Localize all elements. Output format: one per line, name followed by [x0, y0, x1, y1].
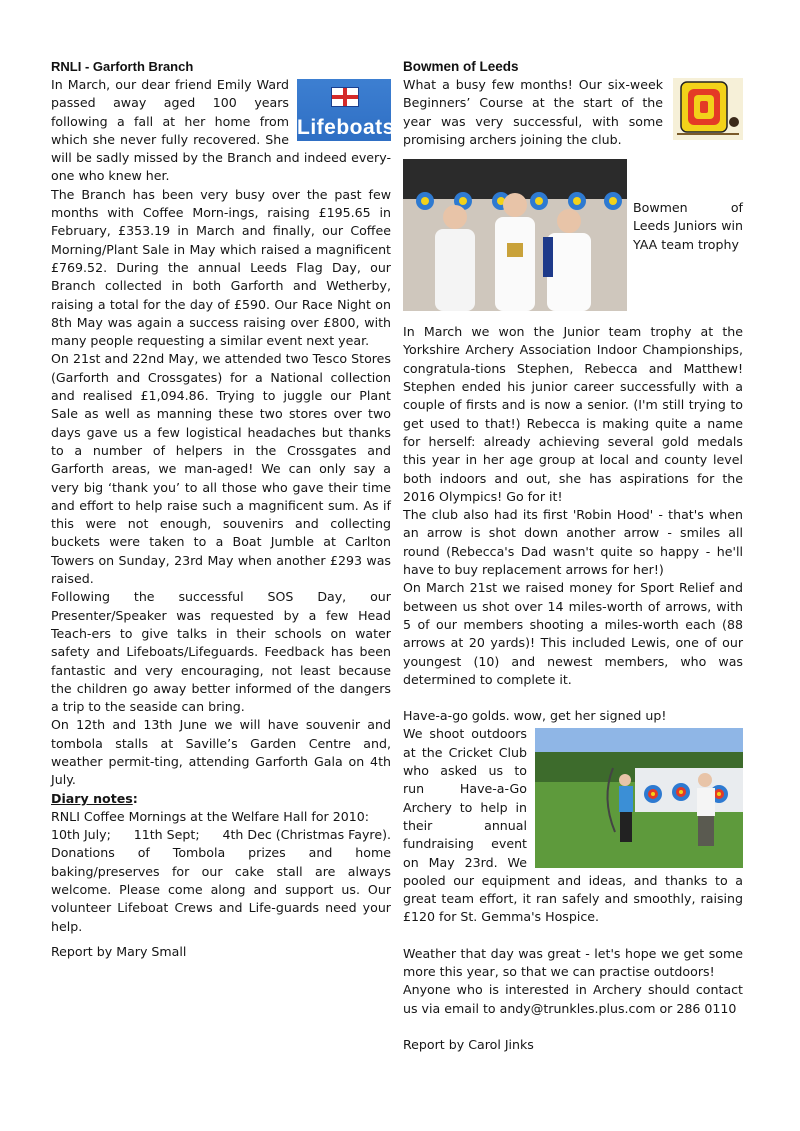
- archery-target-icon: [673, 78, 743, 140]
- bowmen-paragraph-6: We shoot outdoors at the Cricket Club who asked us to run Have-a-Go Archery to help in their annual fundraising event on May 23rd. We pooled our equipment and ideas, and thanks to a great team effort, it ran safely and smoothly, raising £120 for St. Gemma's Hospice.: [403, 726, 743, 925]
- trophy-photo-caption: Bowmen of Leeds Juniors win YAA team trophy: [633, 200, 743, 252]
- rnli-paragraph-2: The Branch has been very busy over the past few months with Coffee Morn-ings, raising £195.65 in February, £353.19 in March and finally, our Coffee Morning/Plant Sale in May which raised a magnificent £769.52. During the annual Leeds Flag Day, our Branch collected in both Garforth and Wetherby, raising a total for the day of £590. Our Race Night on 8th May was again a success raising over £800, with many people requesting a similar event next year.: [51, 186, 391, 349]
- diary-rest: Donations of Tombola prizes and home baking/preserves for our cake stall are always welcome. Please come along and support us. Our volunteer Lifeboat Crews and Life-guards need your help.: [51, 845, 391, 934]
- rnli-paragraph-1: In March, our dear friend Emily Ward passed away aged 100 years following a fall at her home from which she never fully recovered. She will be sadly missed by the Branch and indeed every-one who knew her.: [51, 77, 391, 184]
- rnli-paragraph-5: On 12th and 13th June we will have souvenir and tombola stalls at Saville’s Garden Centre and, weather permit-ting, attending Garforth Gala on 4th July.: [51, 717, 391, 788]
- bowmen-paragraph-1: What a busy few months! Our six-week Beginners’ Course at the start of the year was very successful, with some promising archers joining the club.: [403, 77, 663, 147]
- rnli-heading: RNLI - Garforth Branch: [51, 59, 194, 74]
- bowmen-heading: Bowmen of Leeds: [403, 59, 519, 74]
- bowmen-paragraph-2: In March we won the Junior team trophy at the Yorkshire Archery Association Indoor Championships, congratula-tions Stephen, Rebecca and Matthew! Stephen ended his junior career successfully with a couple of firsts and is now a senior. (I'm still trying to get used to that!) Rebecca is making quite a name for herself: already achieving several gold medals this year in her age group at local and county level both indoors and out, she has aspirations for the 2016 Olympics! Go for it!: [403, 324, 743, 504]
- have-a-go-photo: [535, 728, 743, 868]
- bowmen-signature: Report by Carol Jinks: [403, 1036, 534, 1052]
- rnli-paragraph-4-first-line: Following the successful SOS Day, our: [51, 589, 391, 605]
- rnli-paragraph-4: Presenter/Speaker was requested by a few Head Teach-ers to give talks in their schools on water safety and Lifeboats/Lifeguards. Feedback has been fantastic and very encouraging, not least because the children go away better informed of the dangers a trip to the seaside can bring.: [51, 607, 391, 715]
- bowmen-paragraph-3: The club also had its first 'Robin Hood' - that's when an arrow is shot down another arrow - smiles all round (Rebecca's Dad wasn't quite so happy - he'll have to buy replacement arrows for her!): [403, 507, 743, 578]
- diary-dates: 10th July; 11th Sept; 4th Dec (Christmas Fayre).: [51, 827, 391, 843]
- rnli-flag-icon: [331, 87, 359, 107]
- bowmen-paragraph-4: On March 21st we raised money for Sport Relief and between us shot over 14 miles-worth of arrows, with 5 of our members shooting a miles-worth each (88 arrows at 20 yards)! This included Lewis, one of our youngest (10) and newest members, who was determined to complete it.: [403, 580, 743, 687]
- lifeboats-logo: [297, 79, 395, 141]
- diary-notes-heading: Diary notes:: [51, 790, 138, 806]
- bowmen-column: [403, 58, 743, 1054]
- rnli-signature: Report by Mary Small: [51, 943, 187, 959]
- bowmen-paragraph-7: Weather that day was great - let's hope we get some more this year, so that we can practise outdoors!: [403, 945, 743, 979]
- trophy-photo-row: [403, 159, 743, 311]
- bowmen-paragraph-8: Anyone who is interested in Archery should contact us via email to andy@trunkles.plus.com or 286 0110: [403, 982, 743, 1016]
- rnli-column: [51, 58, 395, 961]
- rnli-paragraph-3: On 21st and 22nd May, we attended two Tesco Stores (Garforth and Crossgates) for a National collection and realised £1,094.86. Trying to juggle our Plant Sale as well as manning these two stores over two days gave us a few logistical headaches but thanks to a number of helpers in the Crossgates and Garforth areas, we man-aged! We can only say a very big ‘thank you’ to all those who gave their time and effort to help raise such a magnificent sum. As if this were not enough, souvenirs and collecting buckets were taken to a Boat Jumble at Carlton Towers on Sunday, 23rd May when another £293 was raised.: [51, 351, 391, 587]
- diary-line: RNLI Coffee Mornings at the Welfare Hall for 2010:: [51, 808, 370, 824]
- lifeboats-logo-text: Lifeboats: [297, 115, 395, 139]
- bowmen-paragraph-5: Have-a-go golds. wow, get her signed up!: [403, 708, 667, 724]
- juniors-trophy-photo: [403, 159, 627, 311]
